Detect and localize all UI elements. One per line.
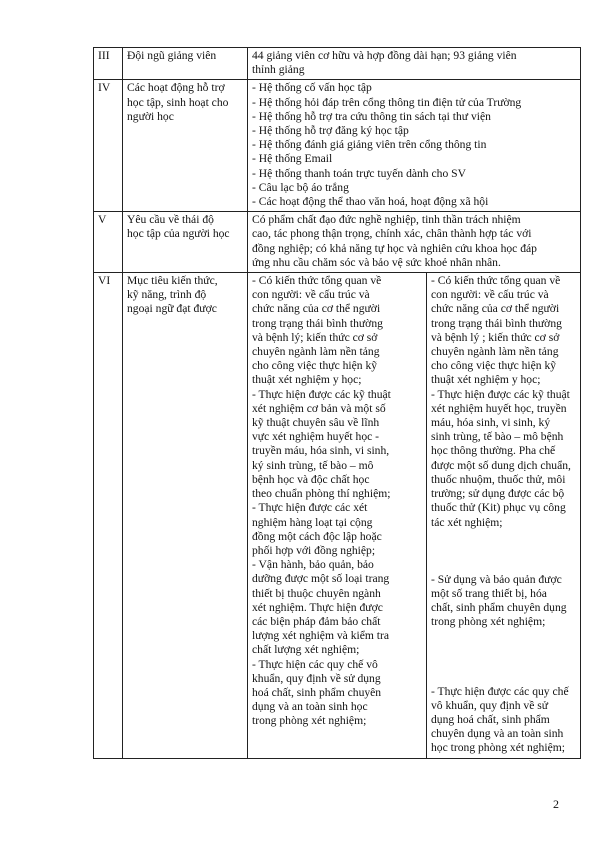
row-title: Các hoạt động hỗ trợ học tập, sinh hoạt cho người học <box>123 80 248 212</box>
list-item: - Hệ thống hỗ trợ tra cứu thông tin sách tại thư viện <box>252 109 491 123</box>
row-content <box>248 273 581 758</box>
list-item: - Hệ thống hỗ trợ đăng ký học tập <box>252 124 409 138</box>
row-number: V <box>94 212 123 273</box>
list-item: - Hệ thống thanh toán trực tuyến dành cho SV <box>252 166 466 180</box>
objective-item: - Thực hiện được các kỹ thuật xét nghiệm cơ bản và một số kỹ thuật chuyên sâu về lĩnh vực xét nghiệm huyết học - truyền máu, hóa sinh, vi sinh, ký sinh trùng, tế bào – mô bệnh học và độc chất học theo chuẩn phòng thí nghiệm; <box>252 387 391 501</box>
list-item: - Hệ thống đánh giá giảng viên trên cổng thông tin <box>252 138 487 152</box>
list-item: - Hệ thống hỏi đáp trên cổng thông tin điện tử của Trường <box>252 95 522 109</box>
row-title: Yêu cầu về thái độ học tập của người học <box>123 212 248 273</box>
objective-item: - Vận hành, bảo quản, bảo dưỡng được một số loại trang thiết bị thuộc chuyên ngành xét nghiệm. Thực hiện được các biện pháp đảm bảo chất lượng xét nghiệm và kiểm tra chất lượng xét nghiệm; <box>252 558 390 657</box>
table-row <box>94 212 581 273</box>
row-number: IV <box>94 80 123 212</box>
objectives-comparison <box>248 273 580 757</box>
objective-item: - Thực hiện được các quy chế vô khuẩn, quy định về sử dụng hoá chất, sinh phẩm chuyên dụng và an toàn sinh học trong phòng xét nghiệm; <box>431 684 569 755</box>
table-row <box>94 273 581 758</box>
row-number: III <box>94 48 123 80</box>
list-item: - Hệ thống Email <box>252 152 333 166</box>
program-info-table <box>93 47 581 759</box>
objective-item: - Thực hiện được các kỹ thuật xét nghiệm huyết học, truyền máu, hóa sinh, vi sinh, ký sinh trùng, tế bào – mô bệnh học thông thường. Pha chế được một số dung dịch chuẩn, thuốc nhuộm, thuốc thử, môi trường; sử dụng được các bộ thuốc thử (Kit) phục vụ công tác xét nghiệm; <box>431 387 571 529</box>
row-content: 44 giảng viên cơ hữu và hợp đồng dài hạn; 93 giảng viên thỉnh giảng <box>248 48 581 80</box>
objective-item: - Có kiến thức tổng quan về con người: về cấu trúc và chức năng của cơ thể người trong trạng thái bình thường và bệnh lý ; kiến thức cơ sở chuyên ngành làm nền tảng cho công việc thực hiện kỹ thuật xét nghiệm y học; <box>431 274 562 387</box>
row-content <box>248 80 581 212</box>
table-row <box>94 48 581 80</box>
objective-item: - Có kiến thức tổng quan về con người: về cấu trúc và chức năng của cơ thể người trong trạng thái bình thường và bệnh lý; kiến thức cơ sở chuyên ngành làm nền tảng cho công việc thực hiện kỹ thuật xét nghiệm y học; <box>252 274 383 387</box>
row-number: VI <box>94 273 123 758</box>
objectives-left-column <box>248 273 427 757</box>
objective-item: - Sử dụng và bảo quản được một số trang thiết bị, hóa chất, sinh phẩm chuyên dụng trong phòng xét nghiệm; <box>431 572 567 629</box>
objective-item: - Thực hiện các quy chế vô khuẩn, quy định về sử dụng hoá chất, sinh phẩm chuyên dụng và an toàn sinh học trong phòng xét nghiệm; <box>252 657 382 728</box>
objective-item: - Thực hiện được các xét nghiệm hàng loạt tại cộng đồng một cách độc lập hoặc phối hợp với đồng nghiệp; <box>252 501 382 557</box>
row-title: Mục tiêu kiến thức, kỹ năng, trình độ ngoại ngữ đạt được <box>123 273 248 758</box>
table-row <box>94 80 581 212</box>
list-item: - Các hoạt động thể thao văn hoá, hoạt động xã hội <box>252 195 489 209</box>
row-content: Có phẩm chất đạo đức nghề nghiệp, tinh thần trách nhiệm cao, tác phong thận trọng, chính xác, chân thành hợp tác với đồng nghiệp; có khả năng tự học và nghiên cứu khoa học đáp ứng nhu cầu chăm sóc và bảo vệ sức khoẻ nhân nhân. <box>248 212 581 273</box>
row-title: Đội ngũ giảng viên <box>123 48 248 80</box>
page-number: 2 <box>553 797 559 811</box>
list-item: - Câu lạc bộ áo trắng <box>252 180 349 194</box>
objectives-right-column <box>427 273 581 757</box>
list-item: - Hệ thống cố vấn học tập <box>252 81 372 95</box>
